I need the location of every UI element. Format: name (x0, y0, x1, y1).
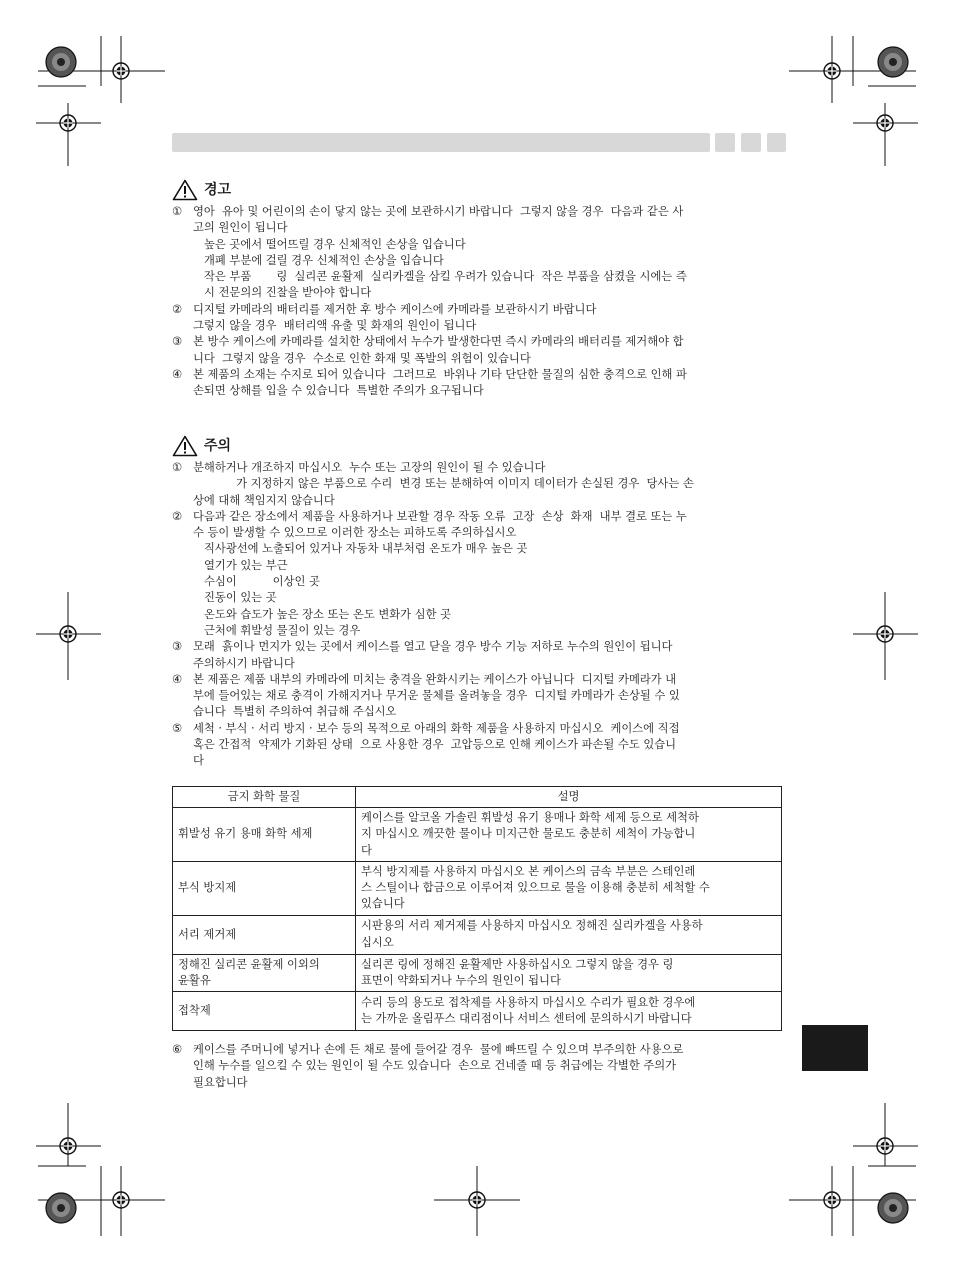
header-bar-box-3 (767, 133, 786, 152)
table-header-substance: 금지 화학 물질 (173, 787, 356, 808)
item-line: 본 제품은 제품 내부의 카메라에 미치는 충격을 완화시키는 케이스가 아닙니다 디지털 카메라가 내 (193, 672, 677, 686)
item-text (193, 367, 784, 400)
prohibited-chemicals-table (172, 786, 782, 1031)
warning-triangle-icon (172, 179, 198, 201)
caution-triangle-icon (172, 435, 198, 457)
header-bar-box-1 (715, 133, 735, 152)
item-number: ④ (172, 672, 183, 686)
substance-line: 서리 제거제 (178, 927, 237, 941)
item-line: 영아 유아 및 어린이의 손이 닿지 않는 곳에 보관하시기 바랍니다 그렇지 않을 경우 다음과 같은 사 (193, 205, 684, 218)
item-line: 니다 그렇지 않을 경우 수소로 인한 화재 및 폭발의 위험이 있습니다 (193, 351, 531, 365)
substance-line: 부식 방지제 (178, 881, 237, 895)
caution-heading (172, 434, 784, 458)
item-number: ⑤ (172, 721, 183, 735)
warning-section (172, 178, 784, 400)
warning-title: 경고 (204, 181, 232, 198)
list-item (172, 302, 784, 335)
sub-item-line: 작은 부품 링 실리콘 윤활제 실리카겔을 삼킬 우려가 있습니다 작은 부품을 삼켰을 시에는 즉 (204, 270, 687, 284)
list-item (172, 509, 784, 639)
item-number: ⑥ (172, 1043, 183, 1056)
item-text (193, 1042, 784, 1091)
sub-item-line: 수심이 이상인 곳 (204, 575, 320, 589)
item-number: ② (172, 302, 183, 316)
sub-item-line: 온도와 습도가 높은 장소 또는 온도 변화가 심한 곳 (204, 607, 451, 621)
description-line: 다 (361, 843, 372, 857)
item-line: 다 (193, 754, 204, 768)
item-text (193, 639, 784, 672)
substance-cell (173, 861, 356, 915)
description-line: 시판용의 서리 제거제를 사용하지 마십시오 정해진 실리카겔을 사용하 (361, 919, 703, 933)
caution-title: 주의 (204, 437, 232, 454)
list-item (172, 1042, 784, 1091)
substance-cell (173, 915, 356, 954)
item-line: 다음과 같은 장소에서 제품을 사용하거나 보관할 경우 작동 오류 고장 손상 화재 내부 결로 또는 누 (193, 509, 687, 523)
substance-cell (173, 954, 356, 992)
item-line: 손되면 상해를 입을 수 있습니다 특별한 주의가 요구됩니다 (193, 384, 484, 398)
item-text (193, 302, 784, 335)
sub-item-line: 시 전문의의 진찰을 받아야 합니다 (204, 286, 372, 300)
warning-heading (172, 178, 784, 202)
list-item (172, 672, 784, 721)
substance-cell (173, 992, 356, 1031)
item-line: 부에 들어있는 채로 충격이 가해지거나 무거운 물체를 올려놓을 경우 디지털 카메라가 손상될 수 있 (193, 689, 680, 703)
table-row (173, 954, 782, 992)
item-line: 본 제품의 소재는 수지로 되어 있습니다 그러므로 바위나 기타 단단한 물질의 심한 충격으로 인해 파 (193, 367, 687, 381)
description-line: 실리콘 링에 정해진 윤활제만 사용하십시오 그렇지 않을 경우 링 (361, 957, 674, 971)
list-item (172, 204, 784, 302)
sub-item-line: 근처에 휘발성 물질이 있는 경우 (204, 623, 361, 637)
substance-line: 휘발성 유기 용매 화학 세제 (178, 827, 313, 841)
description-line: 지 마십시오 깨끗한 물이나 미지근한 물로도 충분히 세척이 가능합니 (361, 827, 696, 841)
item-text (193, 204, 784, 302)
caution-section (172, 434, 784, 770)
description-line: 스 스틸이나 합금으로 이루어져 있으므로 물을 이용해 충분히 세척할 수 (361, 881, 710, 895)
substance-line: 정해진 실리콘 윤활제 이외의 (178, 957, 320, 971)
item-line: 디지털 카메라의 배터리를 제거한 후 방수 케이스에 카메라를 보관하시기 바랍니다 (193, 302, 597, 316)
item-number: ① (172, 205, 183, 218)
description-line: 십시오 (361, 935, 394, 949)
item-number: ① (172, 461, 183, 474)
table-header-row (173, 787, 782, 808)
description-cell (356, 808, 782, 862)
description-line: 수리 등의 용도로 접착제를 사용하지 마십시오 수리가 필요한 경우에 (361, 996, 696, 1010)
description-line: 표면이 약화되거나 누수의 원인이 됩니다 (361, 974, 561, 988)
list-item (172, 460, 784, 509)
item-line: 상에 대해 책임지지 않습니다 (193, 493, 335, 507)
item-number: ③ (172, 335, 183, 349)
substance-line: 윤활유 (178, 974, 211, 988)
sub-item-line: 진동이 있는 곳 (204, 591, 277, 605)
item-number: ② (172, 509, 183, 523)
item-text (193, 509, 784, 639)
warning-list (172, 204, 784, 400)
description-line: 케이스를 알코올 가솔린 휘발성 유기 용매나 화학 세제 등으로 세척하 (361, 811, 699, 824)
substance-cell (173, 808, 356, 862)
sub-item-line: 개폐 부분에 걸릴 경우 신체적인 손상을 입습니다 (204, 253, 444, 267)
item-number: ③ (172, 640, 183, 654)
item-line: 고의 원인이 됩니다 (193, 221, 288, 235)
item-line: 가 지정하지 않은 부품으로 수리 변경 또는 분해하여 이미지 데이터가 손실된 경우 당사는 손 (193, 477, 694, 491)
sub-item-line: 열기가 있는 부근 (204, 558, 288, 572)
table-body (173, 808, 782, 1031)
item-text (193, 334, 784, 367)
table-row (173, 861, 782, 915)
item-line: 수 등이 발생할 수 있으므로 이러한 장소는 피하도록 주의하십시오 (193, 526, 517, 540)
item-line: 케이스를 주머니에 넣거나 손에 든 채로 물에 들어갈 경우 물에 빠뜨릴 수 있으며 부주의한 사용으로 (193, 1043, 684, 1056)
item-text (193, 460, 784, 509)
item-line: 인해 누수를 일으킬 수 있는 원인이 될 수도 있습니다 손으로 건네줄 때 등 취급에는 각별한 주의가 (193, 1059, 677, 1073)
item-line: 그렇지 않을 경우 배터리액 유출 및 화재의 원인이 됩니다 (193, 319, 477, 333)
item-6-section (172, 1042, 784, 1091)
list-item (172, 334, 784, 367)
description-cell (356, 992, 782, 1031)
table-row (173, 808, 782, 862)
table-row (173, 915, 782, 954)
item-text (193, 672, 784, 721)
item-number: ④ (172, 367, 183, 381)
item-line: 혹은 간접적 약제가 기화된 상태 으로 사용한 경우 고압등으로 인해 케이스가 파손될 수도 있습니 (193, 738, 677, 752)
list-item (172, 639, 784, 672)
sub-item-line: 직사광선에 노출되어 있거나 자동차 내부처럼 온도가 매우 높은 곳 (204, 542, 528, 556)
substance-line: 접착제 (178, 1004, 211, 1018)
sub-item-line: 높은 곳에서 떨어뜨릴 경우 신체적인 손상을 입습니다 (204, 237, 466, 251)
description-line: 있습니다 (361, 897, 405, 911)
description-cell (356, 861, 782, 915)
page-side-tab (802, 1025, 868, 1071)
table-header-description: 설명 (356, 787, 782, 808)
item-line: 분해하거나 개조하지 마십시오 누수 또는 고장의 원인이 될 수 있습니다 (193, 461, 546, 474)
list-item (172, 367, 784, 400)
item-line: 필요합니다 (193, 1075, 248, 1089)
description-line: 부식 방지제를 사용하지 마십시오 본 케이스의 금속 부분은 스테인레 (361, 864, 696, 878)
item-text (193, 721, 784, 770)
caution-list (172, 460, 784, 770)
header-bar-main (172, 133, 710, 152)
description-line: 는 가까운 올림푸스 대리점이나 서비스 센터에 문의하시기 바랍니다 (361, 1012, 692, 1026)
table-row (173, 992, 782, 1031)
description-cell (356, 954, 782, 992)
item-line: 모래 흙이나 먼지가 있는 곳에서 케이스를 열고 닫을 경우 방수 기능 저하로 누수의 원인이 됩니다 (193, 640, 673, 654)
item-line: 세척 · 부식 · 서리 방지 · 보수 등의 목적으로 아래의 화학 제품을 사용하지 마십시오 케이스에 직접 (193, 721, 680, 735)
list-item (172, 721, 784, 770)
item-line: 본 방수 케이스에 카메라를 설치한 상태에서 누수가 발생한다면 즉시 카메라의 배터리를 제거해야 합 (193, 335, 684, 349)
description-cell (356, 915, 782, 954)
item-line: 습니다 특별히 주의하여 취급해 주십시오 (193, 705, 397, 719)
item-line: 주의하시기 바랍니다 (193, 656, 295, 670)
header-bar-box-2 (741, 133, 761, 152)
